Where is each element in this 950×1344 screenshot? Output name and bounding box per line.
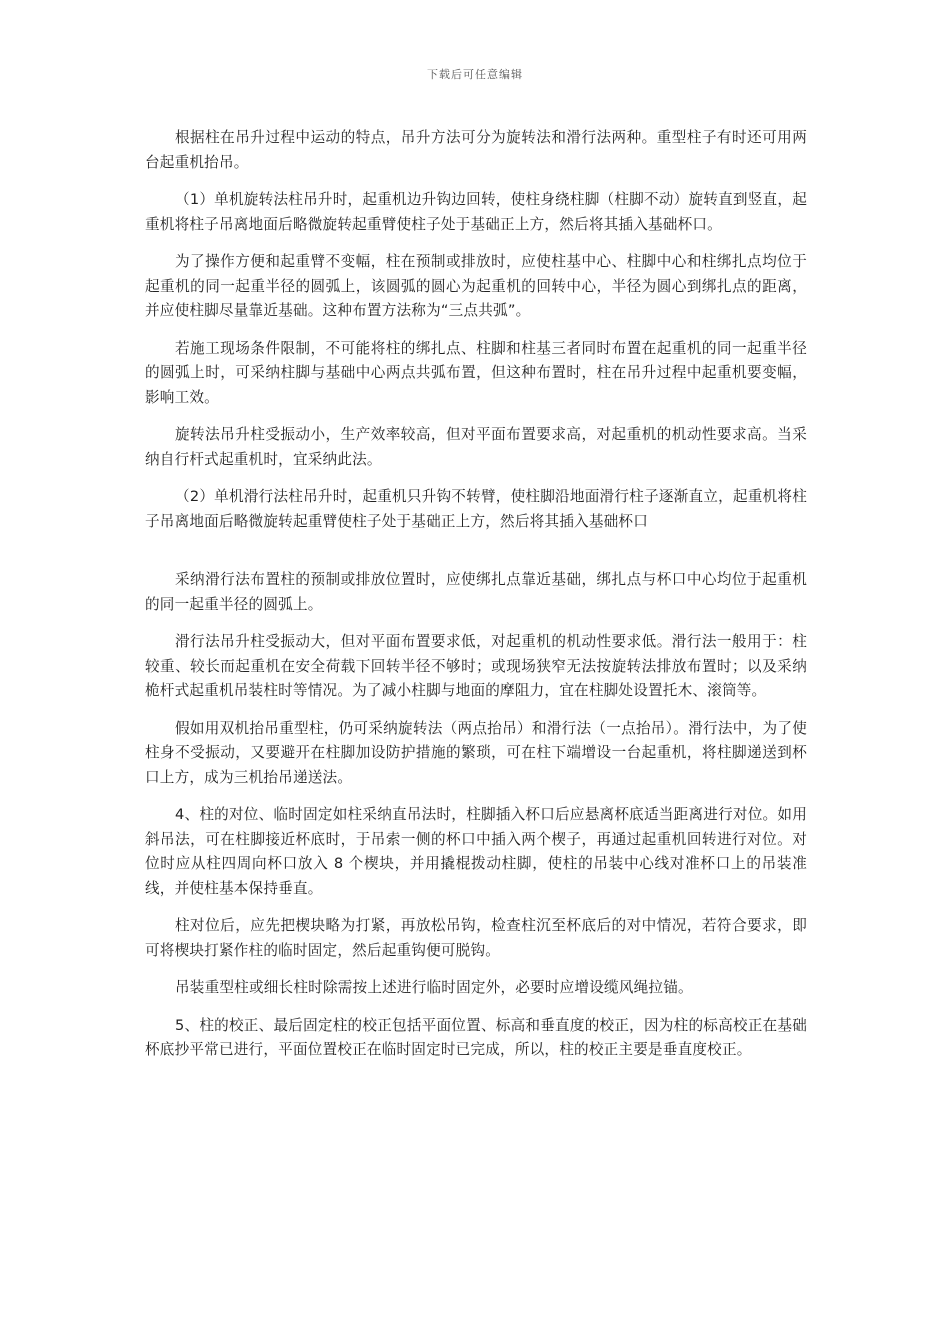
paragraph-sliding-features: 滑行法吊升柱受振动大，但对平面布置要求低，对起重机的机动性要求低。滑行法一般用于：柱较重、较长而起重机在安全荷载下回转半径不够时；或现场狭窄无法按旋转法排放布置时；以及采纳桅杆式起重机吊装柱时等情况。为了减小柱脚与地面的摩阻力，宜在柱脚处设置托木、滚筒等。 (145, 633, 807, 699)
paragraph-two-point-arc: 若施工现场条件限制，不可能将柱的绑扎点、柱脚和柱基三者同时布置在起重机的同一起重半径的圆弧上时，可采纳柱脚与基础中心两点共弧布置，但这种布置时，柱在吊升过程中起重机要变幅，影响工效。 (145, 339, 807, 406)
paragraph-dual-crane-lifting: 假如用双机抬吊重型柱，仍可采纳旋转法（两点抬吊）和滑行法（一点抬吊）。滑行法中，为了使柱身不受振动，又要避开在柱脚加设防护措施的繁琐，可在柱下端增设一台起重机，将柱脚递送到杯口上方，成为三机抬吊递送法。 (145, 719, 807, 786)
paragraph-sliding-layout: 采纳滑行法布置柱的预制或排放位置时，应使绑扎点靠近基础，绑扎点与杯口中心均位于起重机的同一起重半径的圆弧上。 (145, 571, 807, 613)
paragraph-sliding-method: （2）单机滑行法柱吊升时，起重机只升钩不转臂，使柱脚沿地面滑行柱子逐渐直立，起重机将柱子吊离地面后略微旋转起重臂使柱子处于基础正上方，然后将其插入基础杯口 (145, 488, 807, 530)
paragraph-rotation-method: （1）单机旋转法柱吊升时，起重机边升钩边回转，使柱身绕柱脚（柱脚不动）旋转直到竖直，起重机将柱子吊离地面后略微旋转起重臂使柱子处于基础正上方，然后将其插入基础杯口。 (145, 191, 807, 233)
paragraph-alignment-fixing: 4、柱的对位、临时固定如柱采纳直吊法时，柱脚插入杯口后应悬离杯底适当距离进行对位。如用斜吊法，可在柱脚接近杯底时，于吊索一侧的杯口中插入两个楔子，再通过起重机回转进行对位。对位时应从柱四周向杯口放入 8 个楔块，并用撬棍拨动柱脚，使柱的吊装中心线对准杯口上的吊装准线，并使柱基本保持垂直。 (145, 806, 807, 897)
paragraph-lifting-methods: 根据柱在吊升过程中运动的特点，吊升方法可分为旋转法和滑行法两种。重型柱子有时还可用两台起重机抬吊。 (145, 129, 807, 171)
paragraph-three-point-arc: 为了操作方便和起重臂不变幅，柱在预制或排放时，应使柱基中心、柱脚中心和柱绑扎点均位于起重机的同一起重半径的圆弧上，该圆弧的圆心为起重机的回转中心，半径为圆心到绑扎点的距离，并应使柱脚尽量靠近基础。这种布置方法称为“三点共弧”。 (145, 253, 807, 319)
document-body (145, 126, 807, 1076)
paragraph-correction: 5、柱的校正、最后固定柱的校正包括平面位置、标高和垂直度的校正，因为柱的标高校正在基础杯底抄平常已进行，平面位置校正在临时固定时已完成，所以，柱的校正主要是垂直度校正。 (145, 1016, 807, 1058)
paragraph-guy-rope: 吊装重型柱或细长柱时除需按上述进行临时固定外，必要时应增设缆风绳拉锚。 (175, 979, 693, 996)
paragraph-rotation-features: 旋转法吊升柱受振动小，生产效率较高，但对平面布置要求高，对起重机的机动性要求高。当采纳自行杆式起重机时，宜采纳此法。 (145, 426, 807, 468)
page-header: 下载后可任意编辑 (427, 68, 523, 81)
paragraph-after-alignment: 柱对位后，应先把楔块略为打紧，再放松吊钩，检查柱沉至杯底后的对中情况，若符合要求，即可将楔块打紧作柱的临时固定，然后起重钩便可脱钩。 (145, 917, 807, 959)
